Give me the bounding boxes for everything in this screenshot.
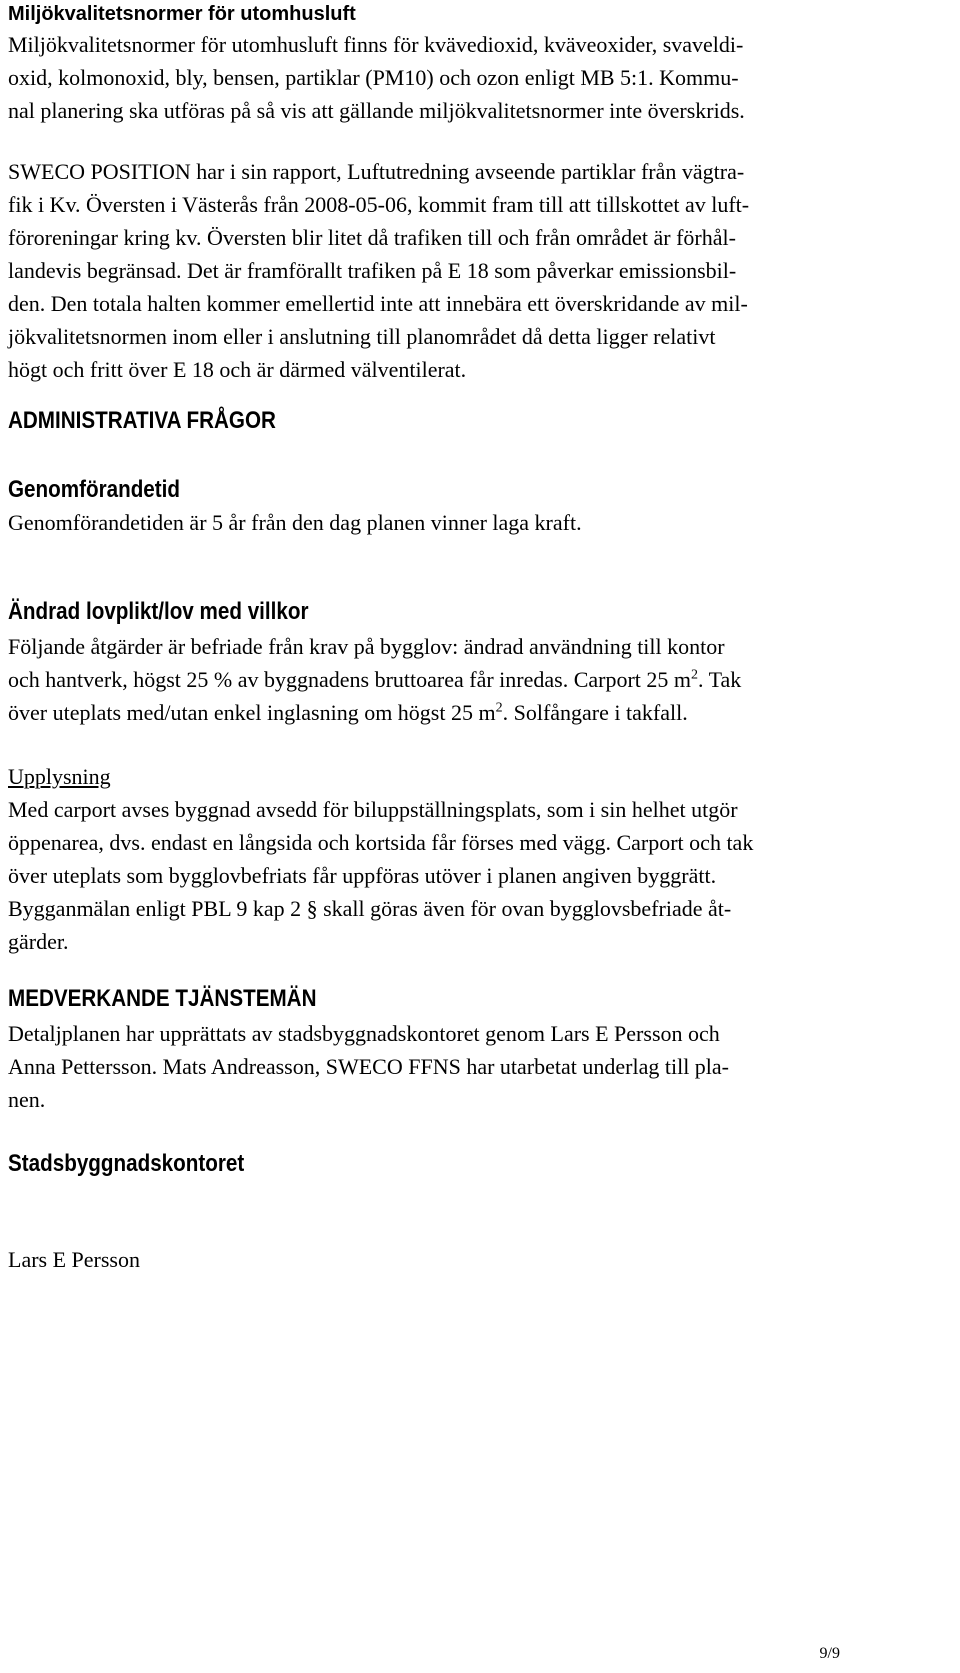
text-line: över uteplats som bygglovbefriats får uppföras utöver i planen angiven byggrätt. [8, 863, 717, 888]
text-run: och hantverk, högst 25 % av byggnadens bruttoarea får inredas. Carport 25 m [8, 667, 692, 692]
paragraph-sweco-report [8, 155, 938, 386]
superscript: 2 [495, 700, 503, 716]
text-line: Med carport avses byggnad avsedd för biluppställningsplats, som i sin helhet utgör [8, 797, 738, 822]
subheading-upplysning [8, 760, 938, 793]
section-heading-miljo [8, 2, 938, 26]
heading-text: ADMINISTRATIVA FRÅGOR [8, 407, 276, 434]
text-line: Miljökvalitetsnormer för utomhusluft finns för kvävedioxid, kväveoxider, svaveldi- [8, 32, 744, 57]
text-line: Följande åtgärder är befriade från krav på bygglov: ändrad användning till kontor [8, 634, 725, 659]
text-line [8, 696, 938, 729]
text-line: den. Den totala halten kommer emellertid inte att innebära ett överskridande av mil- [8, 291, 748, 316]
text-run: över uteplats med/utan enkel inglasning om högst 25 m [8, 700, 496, 725]
text-line: oxid, kolmonoxid, bly, bensen, partiklar (PM10) och ozon enligt MB 5:1. Kommu- [8, 65, 739, 90]
text-line: SWECO POSITION har i sin rapport, Luftutredning avseende partiklar från vägtra- [8, 159, 745, 184]
signature-office [8, 1150, 938, 1178]
paragraph-genomforandetid [8, 506, 938, 539]
text-line: Bygganmälan enligt PBL 9 kap 2 § skall göras även för ovan bygglovsbefriade åt- [8, 896, 732, 921]
text-run: . Solfångare i takfall. [502, 700, 688, 725]
text-line: landevis begränsad. Det är framförallt trafiken på E 18 som påverkar emissionsbil- [8, 258, 737, 283]
page-number: 9/9 [819, 1645, 840, 1662]
subheading-genomforandetid [8, 476, 938, 504]
signature-name [8, 1243, 938, 1276]
heading-text: Miljökvalitetsnormer för utomhusluft [8, 3, 356, 25]
text-line [8, 663, 938, 696]
paragraph-miljo-intro [8, 28, 938, 127]
section-heading-medverkande [8, 985, 938, 1013]
paragraph-lovplikt [8, 630, 938, 729]
text-line: Detaljplanen har upprättats av stadsbyggnadskontoret genom Lars E Persson och [8, 1021, 720, 1046]
text-line: högt och fritt över E 18 och är därmed välventilerat. [8, 357, 467, 382]
text-line: nen. [8, 1087, 46, 1112]
text-line: jökvalitetsnormen inom eller i anslutning till planområdet då detta ligger relativt [8, 324, 716, 349]
paragraph-medverkande [8, 1017, 938, 1116]
heading-text: Upplysning [8, 764, 111, 789]
text-line: Lars E Persson [8, 1247, 140, 1272]
superscript: 2 [691, 667, 699, 683]
text-line: fik i Kv. Översten i Västerås från 2008-05-06, kommit fram till att tillskottet av luft- [8, 192, 750, 217]
text-line: gärder. [8, 929, 69, 954]
heading-text: Stadsbyggnadskontoret [8, 1150, 245, 1177]
section-heading-admin [8, 407, 938, 435]
subheading-lovplikt [8, 598, 938, 626]
text-line: Genomförandetiden är 5 år från den dag planen vinner laga kraft. [8, 510, 582, 535]
heading-text: MEDVERKANDE TJÄNSTEMÄN [8, 985, 317, 1012]
text-line: föroreningar kring kv. Översten blir litet då trafiken till och från området är förhål- [8, 225, 736, 250]
text-line: nal planering ska utföras på så vis att gällande miljökvalitetsnormer inte överskrids. [8, 98, 745, 123]
heading-text: Ändrad lovplikt/lov med villkor [8, 598, 309, 625]
heading-text: Genomförandetid [8, 476, 181, 503]
paragraph-upplysning [8, 793, 938, 958]
text-run: . Tak [698, 667, 742, 692]
text-line: öppenarea, dvs. endast en långsida och kortsida får förses med vägg. Carport och tak [8, 830, 754, 855]
text-line: Anna Pettersson. Mats Andreasson, SWECO FFNS har utarbetat underlag till pla- [8, 1054, 730, 1079]
